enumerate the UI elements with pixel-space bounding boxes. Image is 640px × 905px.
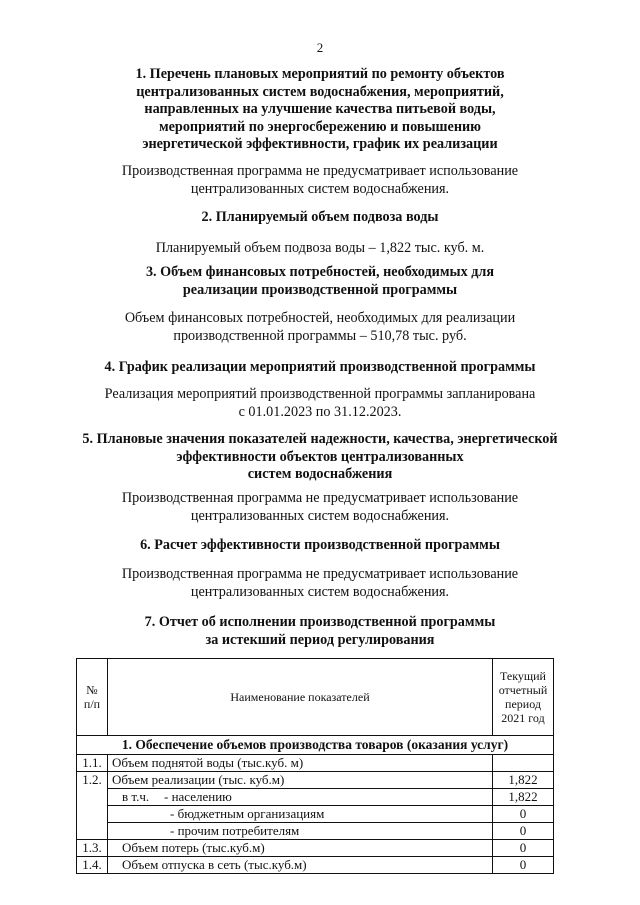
header-name: Наименование показателей [108, 659, 493, 736]
table-row: - бюджетным организациям 0 [77, 806, 554, 823]
section-7-heading: 7. Отчет об исполнении производственной программы за истекший период регулирования [144, 614, 496, 648]
table-section-title: 1. Обеспечение объемов производства товаров (оказания услуг) [77, 736, 554, 755]
table-row: 1.2. Объем реализации (тыс. куб.м) 1,822 [77, 772, 554, 789]
table-header-row [77, 659, 554, 736]
section-2-text: Планируемый объем подвоза воды – 1,822 тыс. куб. м. [155, 240, 485, 256]
section-5-text: Производственная программа не предусматривает использование централизованных систем водоснабжения. [121, 490, 519, 524]
section-4-heading: 4. График реализации мероприятий производственной программы [104, 359, 536, 375]
header-period: Текущий отчетный период 2021 год [493, 659, 554, 736]
table-row: 1.4. Объем отпуска в сеть (тыс.куб.м) 0 [77, 857, 554, 874]
page-number: 2 [316, 40, 324, 55]
table-row: в т.ч. - населению 1,822 [77, 789, 554, 806]
section-4-text: Реализация мероприятий производственной программы запланирована с 01.01.2023 по 31.12.2023. [104, 386, 536, 420]
table-row: 1.3. Объем потерь (тыс.куб.м) 0 [77, 840, 554, 857]
table-section-row [77, 736, 554, 755]
report-table [76, 658, 554, 874]
section-5-heading: 5. Плановые значения показателей надежности, качества, энергетической эффективности объектов централизованных систем водоснабжения [82, 431, 558, 482]
table-row: - прочим потребителям 0 [77, 823, 554, 840]
section-2-heading: 2. Планируемый объем подвоза воды [201, 209, 439, 225]
section-1-text: Производственная программа не предусматривает использование централизованных систем водоснабжения. [121, 163, 519, 197]
section-1-heading: 1. Перечень плановых мероприятий по ремонту объектов централизованных систем водоснабжения, мероприятий, направленных на улучшение качества питьевой воды, мероприятий по энергосбережению и повышению энергетической эффективности, график их реализации [135, 66, 505, 152]
section-6-heading: 6. Расчет эффективности производственной программы [140, 537, 500, 553]
header-num: № п/п [77, 659, 108, 736]
table-row: 1.1. Объем поднятой воды (тыс.куб. м) [77, 755, 554, 772]
section-3-heading: 3. Объем финансовых потребностей, необходимых для реализации производственной программы [145, 264, 495, 298]
section-3-text: Объем финансовых потребностей, необходимых для реализации производственной программы – 510,78 тыс. руб. [124, 310, 516, 344]
section-6-text: Производственная программа не предусматривает использование централизованных систем водоснабжения. [121, 566, 519, 600]
